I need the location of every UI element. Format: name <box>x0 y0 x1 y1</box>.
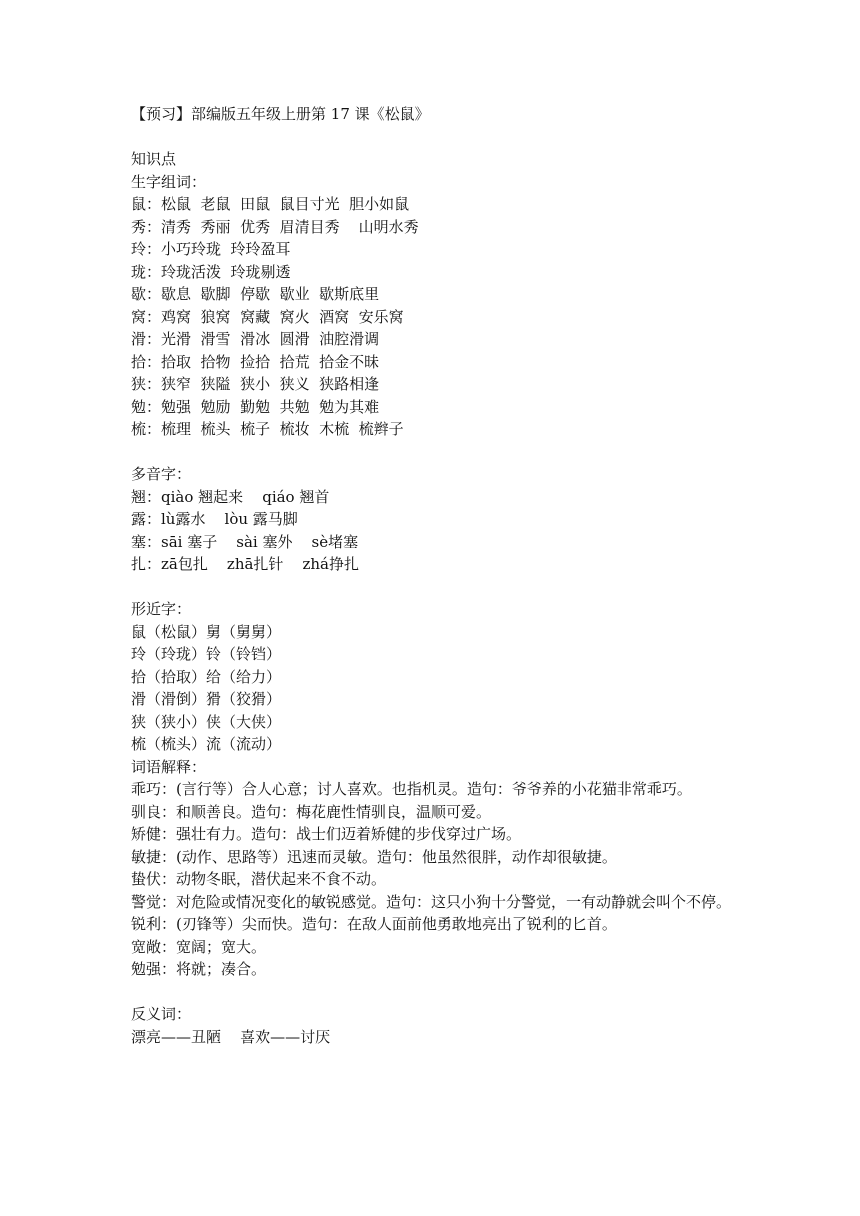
explanation-item: 矫健：强壮有力。造句：战士们迈着矫健的步伐穿过广场。 <box>131 825 522 843</box>
blank-line <box>131 576 741 599</box>
explanation-item: 锐利：(刃锋等）尖而快。造句：在敌人面前他勇敢地亮出了锐利的匕首。 <box>131 915 617 933</box>
explanations-heading: 词语解释： <box>131 757 207 776</box>
similar-char-line: 拾（拾取）给（给力） <box>131 667 282 686</box>
similar-char-line: 梳（梳头）流（流动） <box>131 735 282 753</box>
word-group-line: 玲：小巧玲珑 玲玲盈耳 <box>131 240 291 258</box>
antonyms-line: 漂亮——丑陋 喜欢——讨厌 <box>131 1027 331 1046</box>
explanation-item: 敏捷：(动作、思路等）迅速而灵敏。造句：他虽然很胖，动作却很敏捷。 <box>131 847 617 866</box>
explanation-item: 警觉：对危险或情况变化的敏锐感觉。造句：这只小狗十分警觉，一有动静就会叫个不停。 <box>131 892 732 911</box>
polyphone-line: 塞：sāi 塞子 sài 塞外 sè堵塞 <box>131 532 359 551</box>
word-groups-heading: 生字组词： <box>131 172 207 191</box>
explanation-item: 乖巧：(言行等）合人心意；讨人喜欢。也指机灵。造句：爷爷养的小花猫非常乖巧。 <box>131 780 692 798</box>
antonyms-heading: 反义词： <box>131 1005 192 1023</box>
similar-chars-list <box>131 621 741 756</box>
document-page <box>131 103 741 1048</box>
word-group-line: 珑：玲珑活泼 玲珑剔透 <box>131 262 291 281</box>
explanation-item: 宽敞：宽阔；宽大。 <box>131 937 267 956</box>
polyphones-list <box>131 486 741 576</box>
word-group-line: 狭：狭窄 狭隘 狭小 狭义 狭路相逢 <box>131 375 380 393</box>
document-title: 【预习】部编版五年级上册第 17 课《松鼠》 <box>131 105 430 123</box>
section-heading-knowledge: 知识点 <box>131 150 177 168</box>
similar-char-line: 鼠（松鼠）舅（舅舅） <box>131 622 282 641</box>
word-group-line: 梳：梳理 梳头 梳子 梳妆 木梳 梳辫子 <box>131 420 404 438</box>
word-group-line: 拾：拾取 拾物 捡拾 拾荒 拾金不昧 <box>131 352 380 371</box>
word-group-line: 歇：歇息 歇脚 停歇 歇业 歇斯底里 <box>131 285 380 303</box>
word-group-line: 鼠：松鼠 老鼠 田鼠 鼠目寸光 胆小如鼠 <box>131 195 410 213</box>
explanation-item: 蛰伏：动物冬眠，潜伏起来不食不动。 <box>131 870 387 888</box>
similar-char-line: 滑（滑倒）猾（狡猾） <box>131 690 282 708</box>
blank-line <box>131 126 741 149</box>
word-group-line: 勉：勉强 勉励 勤勉 共勉 勉为其难 <box>131 397 380 416</box>
polyphone-line: 扎：zā包扎 zhā扎针 zhá挣扎 <box>131 555 360 573</box>
word-group-line: 秀：清秀 秀丽 优秀 眉清目秀 山明水秀 <box>131 217 419 236</box>
explanation-item: 驯良：和顺善良。造句：梅花鹿性情驯良，温顺可爱。 <box>131 802 492 821</box>
similar-char-line: 玲（玲珑）铃（铃铛） <box>131 645 282 663</box>
explanation-item: 勉强：将就；凑合。 <box>131 960 267 978</box>
polyphones-heading: 多音字： <box>131 465 192 483</box>
similar-char-line: 狭（狭小）侠（大侠） <box>131 712 282 731</box>
polyphone-line: 露：lù露水 lòu 露马脚 <box>131 510 298 528</box>
polyphone-line: 翘：qiào 翘起来 qiáo 翘首 <box>131 487 330 506</box>
word-group-line: 滑：光滑 滑雪 滑冰 圆滑 油腔滑调 <box>131 330 380 348</box>
blank-line <box>131 981 741 1004</box>
similar-chars-heading: 形近字： <box>131 600 192 618</box>
word-groups-list <box>131 193 741 441</box>
word-group-line: 窝：鸡窝 狼窝 窝藏 窝火 酒窝 安乐窝 <box>131 307 404 326</box>
explanations-list <box>131 778 741 981</box>
blank-line <box>131 441 741 464</box>
